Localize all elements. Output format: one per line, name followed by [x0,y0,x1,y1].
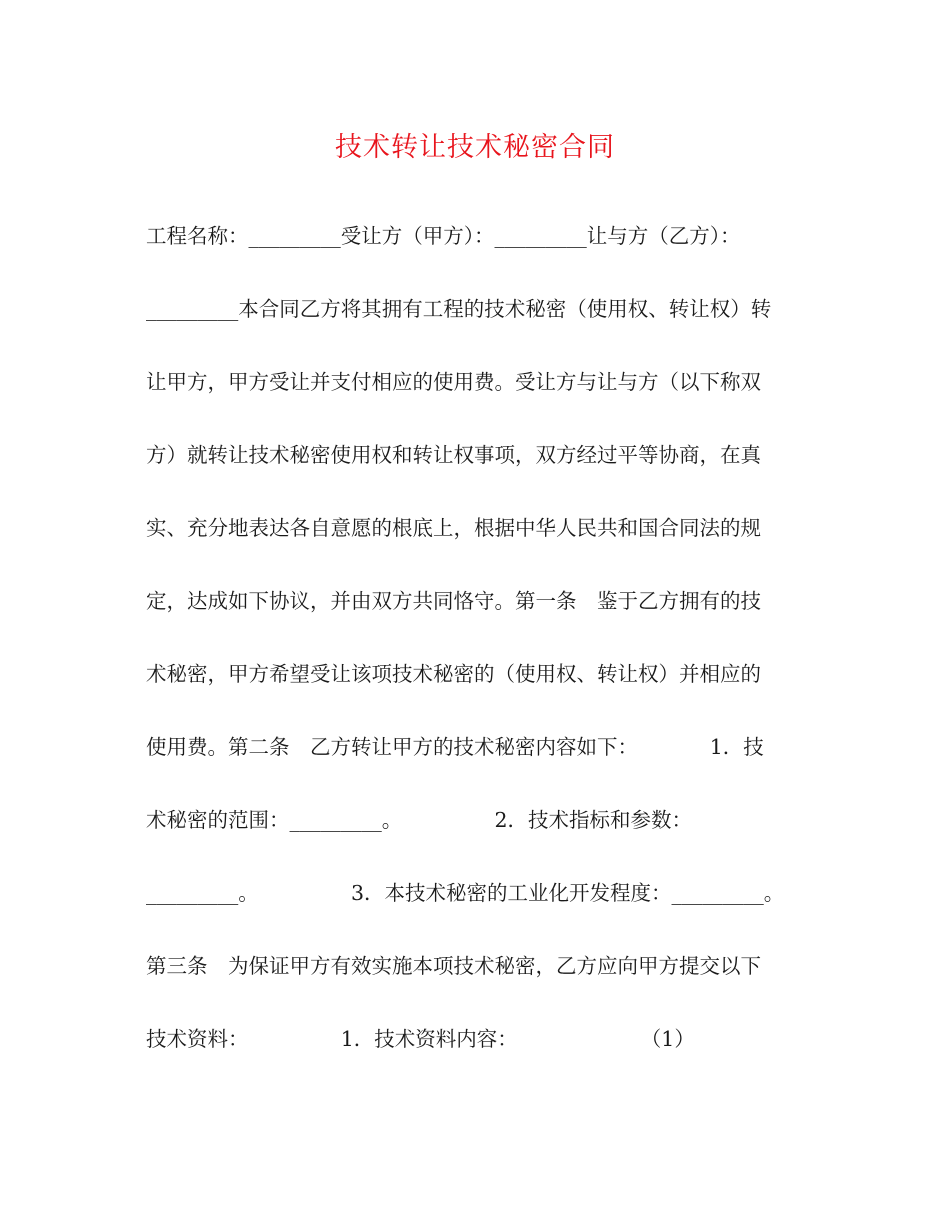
text-line: 定，达成如下协议，并由双方共同恪守。第一条 鉴于乙方拥有的技 [146,589,761,613]
text-line: 方）就转让技术秘密使用权和转让权事项，双方经过平等协商，在真 [146,443,761,467]
text-line: 工程名称：_________受让方（甲方）：_________让与方（乙方）： [146,224,741,248]
text-line: 第三条 为保证甲方有效实施本项技术秘密，乙方应向甲方提交以下 [146,954,761,978]
text-line: 术秘密，甲方希望受让该项技术秘密的（使用权、转让权）并相应的 [146,662,761,686]
text-line: 使用费。第二条 乙方转让甲方的技术秘密内容如下： 1．技 [146,735,764,759]
text-line: 技术资料： 1．技术资料内容： （1） [146,1027,695,1051]
text-line: 术秘密的范围：_________。 2．技术指标和参数： [146,808,693,832]
text-line: _________。 3．本技术秘密的工业化开发程度：_________。 [146,881,785,905]
text-line: 让甲方，甲方受让并支付相应的使用费。受让方与让与方（以下称双 [146,370,761,394]
text-line: 实、充分地表达各自意愿的根底上，根据中华人民共和国合同法的规 [146,516,761,540]
contract-body [146,208,816,1084]
text-line: _________本合同乙方将其拥有工程的技术秘密（使用权、转让权）转 [146,297,772,321]
document-title: 技术转让技术秘密合同 [335,132,615,163]
